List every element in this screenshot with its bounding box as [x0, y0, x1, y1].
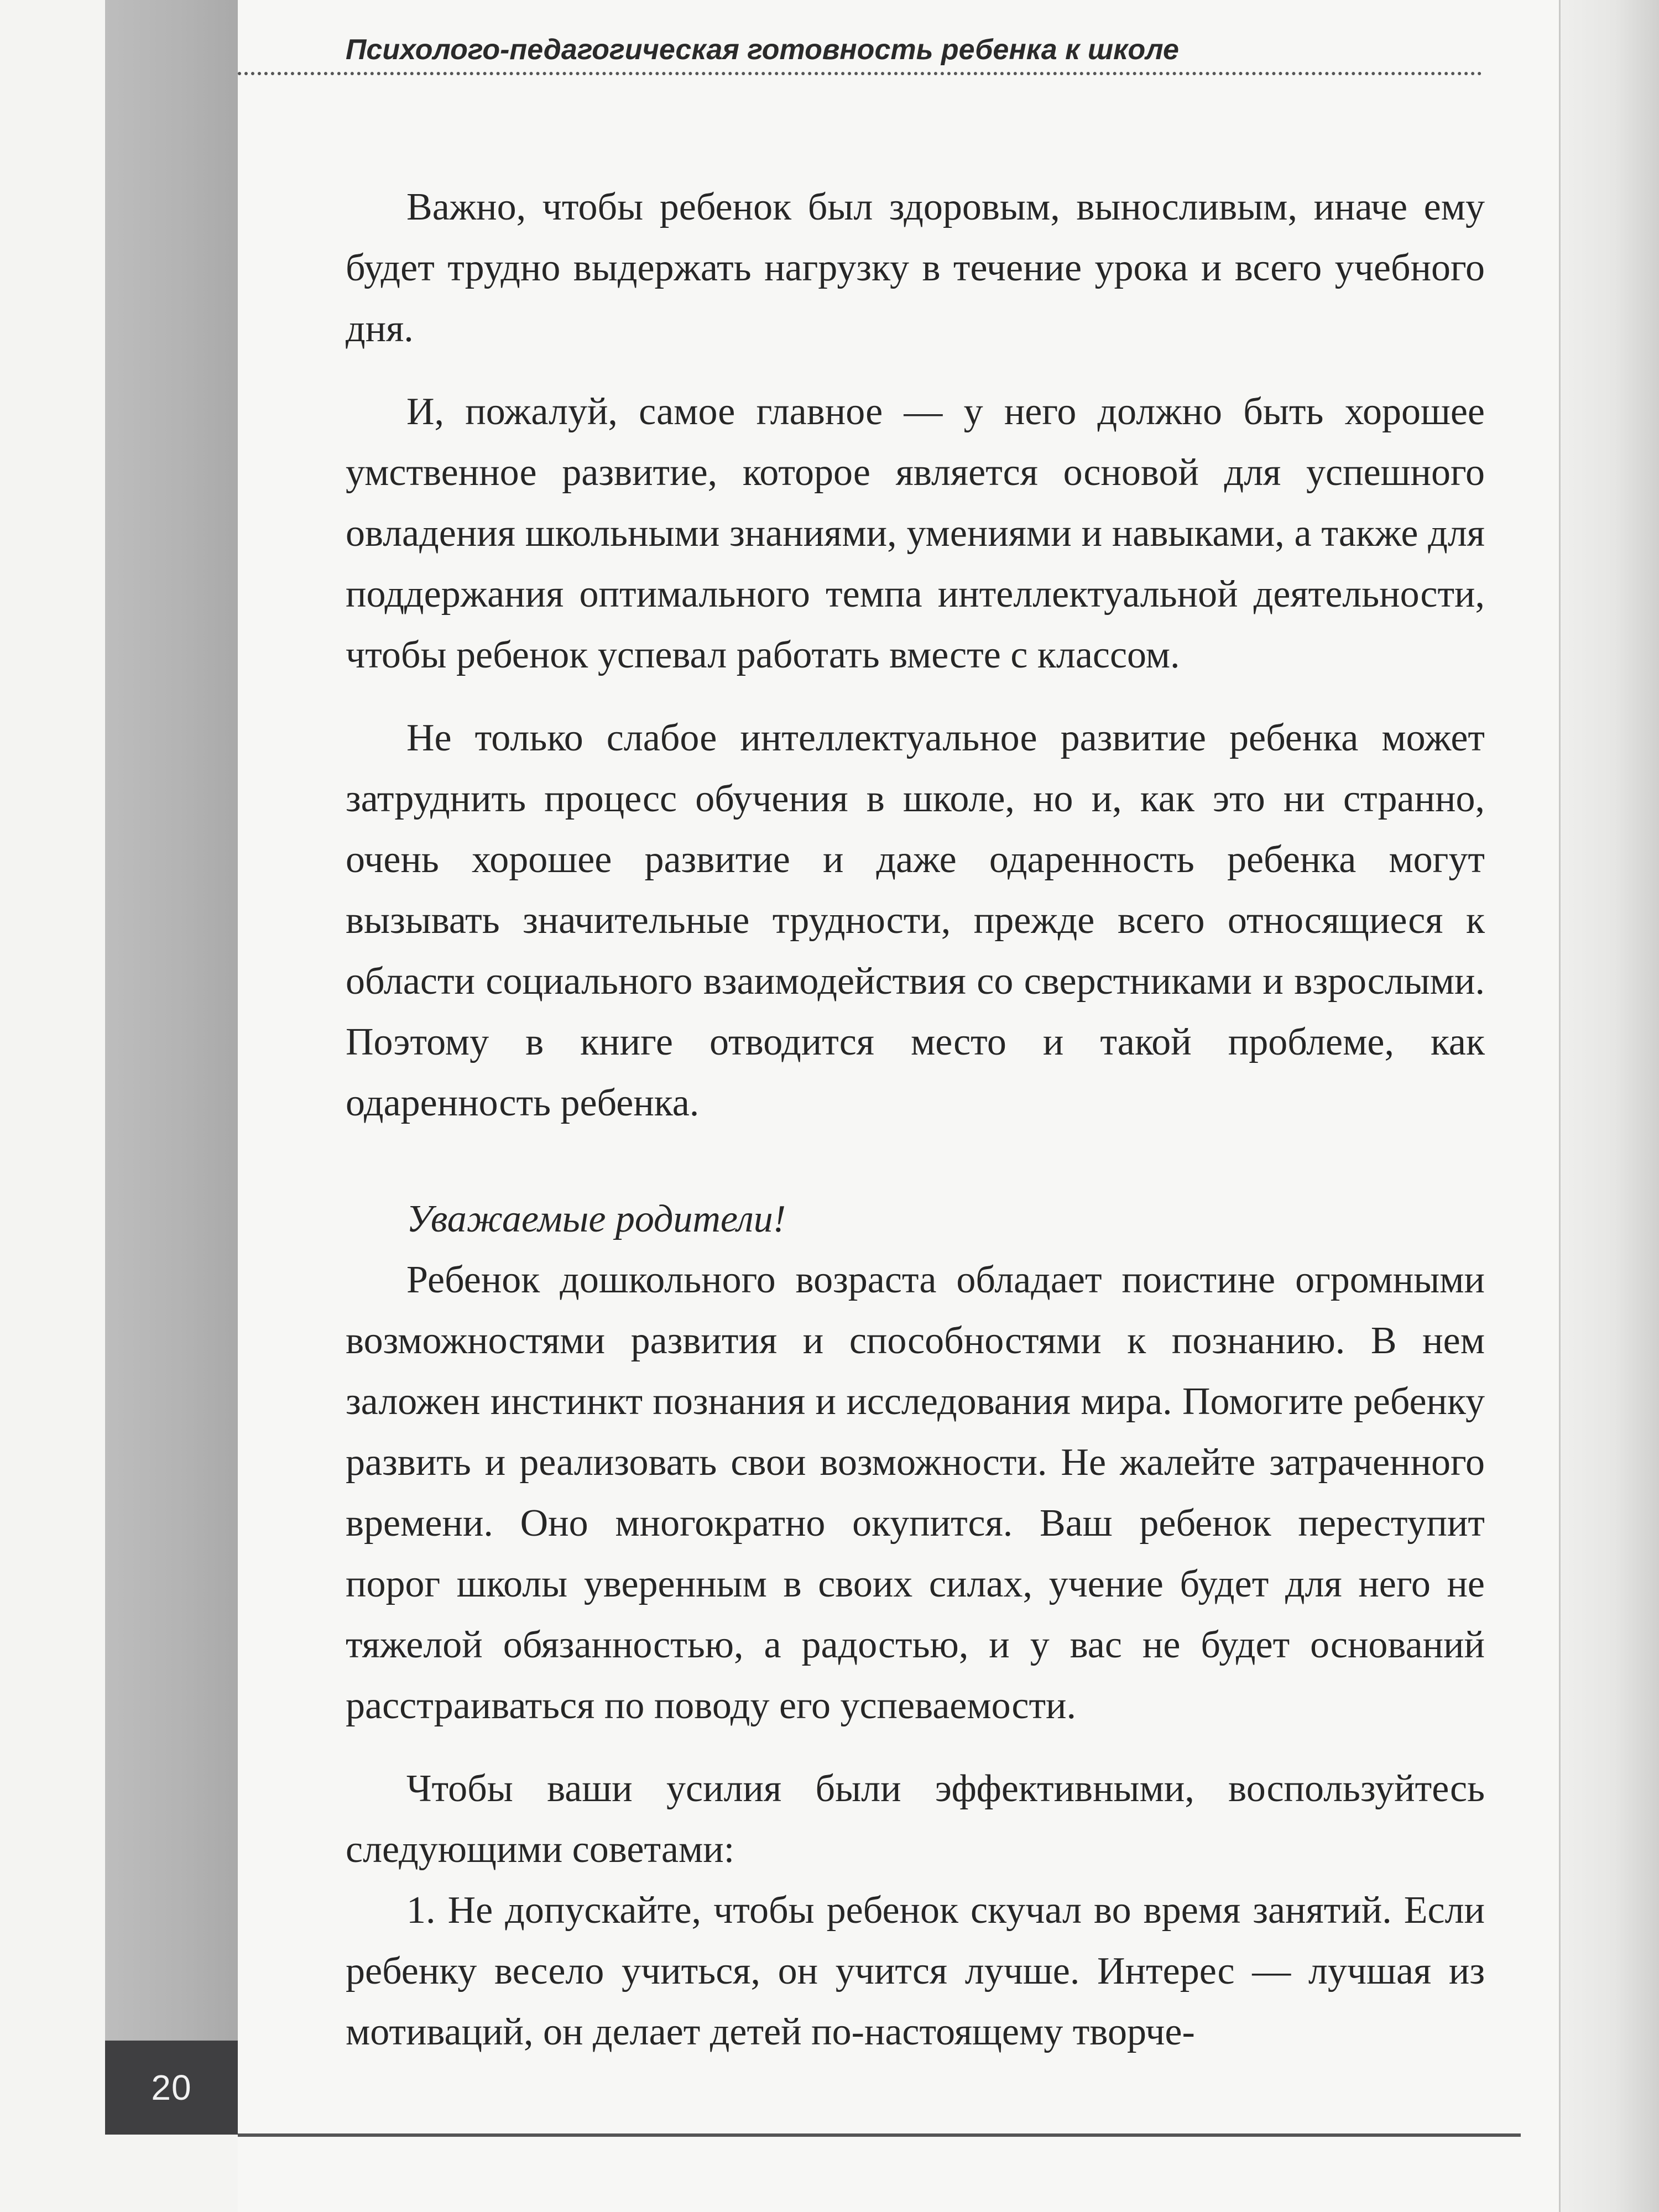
list-item: 1. Не допускайте, чтобы ребенок скучал во время занятий. Если ребенку весело учиться, он учится лучше. Интерес — лучшая из мотиваций, он делает детей по-настоящему творче-: [346, 1889, 1485, 2053]
page-number-box: [105, 2041, 238, 2135]
page-number: 20: [151, 2068, 192, 2107]
address-heading: Уважаемые родители!: [406, 1198, 786, 1240]
body-text: [346, 177, 1485, 2063]
paragraph: Не только слабое интеллектуальное развитие ребенка может затруднить процесс обучения в школе, но и, как это ни странно, очень хорошее развитие и даже одаренность ребенка могут вызывать значительные трудности, прежде всего относящиеся к области социального взаимодействия со сверстниками и взрослыми. Поэтому в книге отводится место и такой проблеме, как одаренность ребенка.: [346, 717, 1485, 1124]
running-header-title: Психолого-педагогическая готовность ребенка к школе: [346, 34, 1179, 66]
running-header: [346, 33, 1219, 66]
paragraph: И, пожалуй, самое главное — у него должно быть хорошее умственное развитие, которое является основой для успешного овладения школьными знаниями, умениями и навыками, а также для поддержания оптимального темпа интеллектуальной деятельности, чтобы ребенок успевал работать вместе с классом.: [346, 390, 1485, 676]
header-dotted-rule: [238, 72, 1482, 75]
page-edge-line: [1559, 0, 1561, 2212]
paragraph: Важно, чтобы ребенок был здоровым, выносливым, иначе ему будет трудно выдержать нагрузку в течение урока и всего учебного дня.: [346, 186, 1485, 350]
paragraph: Чтобы ваши усилия были эффективными, воспользуйтесь следующими советами:: [346, 1767, 1485, 1871]
side-color-strip: [105, 0, 238, 2041]
paragraph: Ребенок дошкольного возраста обладает поистине огромными возможностями развития и способностями к познанию. В нем заложен инстинкт познания и исследования мира. Помогите ребенку развить и реализовать свои возможности. Не жалейте затраченного времени. Оно многократно окупится. Ваш ребенок переступит порог школы уверенным в своих силах, учение будет для него не тяжелой обязанностью, а радостью, и у вас не будет оснований расстраиваться по поводу его успеваемости.: [346, 1259, 1485, 1727]
footer-rule: [238, 2133, 1521, 2137]
page-right-edge: [1559, 0, 1659, 2212]
